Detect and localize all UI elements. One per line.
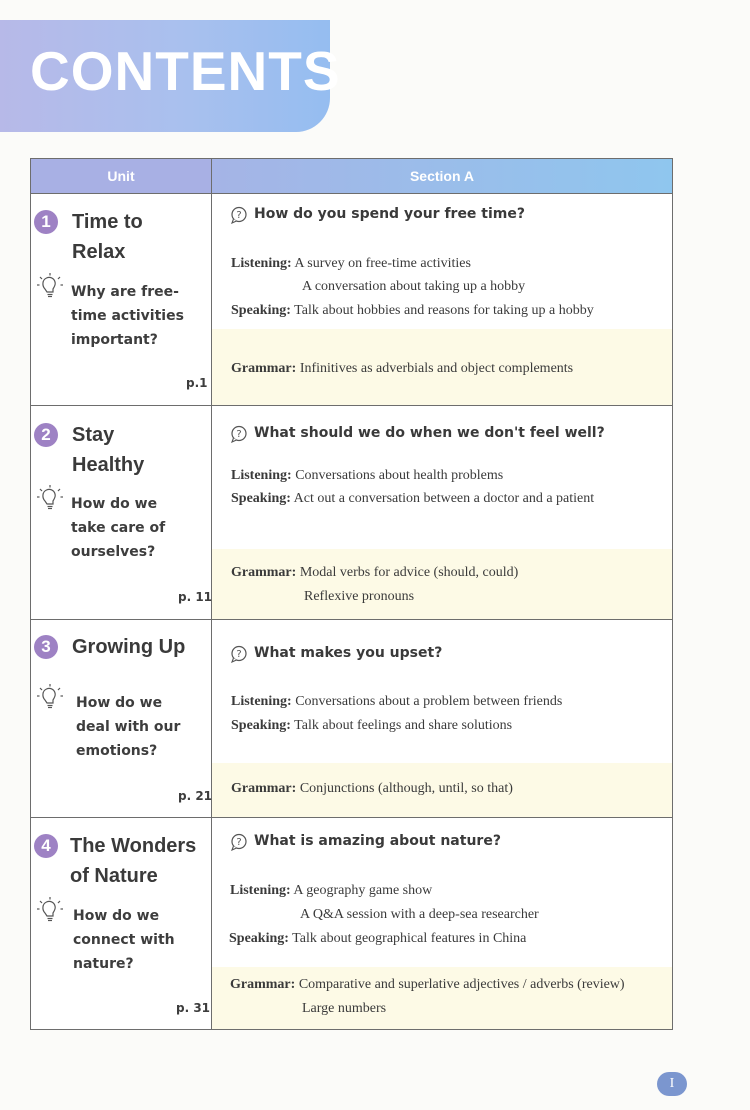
page-title: CONTENTS xyxy=(30,40,341,102)
grammar-item: Comparative and superlative adjectives / adverbs (review) xyxy=(298,977,625,992)
listening-label: Listening: xyxy=(231,468,292,483)
grammar-item: Modal verbs for advice (should, could) xyxy=(299,565,519,580)
speaking-line xyxy=(229,931,526,947)
listening-item: A survey on free-time activities xyxy=(294,256,471,271)
unit-title[interactable] xyxy=(72,207,210,267)
grammar-label: Grammar: xyxy=(231,781,297,796)
unit-title-line: of Nature xyxy=(70,865,158,887)
section-question: What makes you upset? xyxy=(254,645,443,661)
speaking-line xyxy=(231,491,594,507)
page-reference[interactable]: p.1 xyxy=(186,376,208,390)
lightbulb-icon xyxy=(36,484,64,514)
svg-text:?: ? xyxy=(236,210,242,221)
speaking-label: Speaking: xyxy=(229,931,289,946)
grammar-line: Reflexive pronouns xyxy=(304,589,415,604)
svg-text:?: ? xyxy=(236,429,242,440)
grammar-label: Grammar: xyxy=(231,565,297,580)
listening-line xyxy=(231,468,503,484)
speaking-line xyxy=(231,303,594,319)
section-question: What should we do when we don't feel well? xyxy=(254,425,605,441)
listening-item: Conversations about a problem between friends xyxy=(295,694,563,709)
speaking-item: Talk about feelings and share solutions xyxy=(294,718,513,733)
unit-title-line: The Wonders xyxy=(70,835,197,857)
unit-number-badge: 1 xyxy=(34,210,58,234)
listening-label: Listening: xyxy=(231,256,292,271)
listening-line: A conversation about taking up a hobby xyxy=(302,279,526,294)
unit-title[interactable] xyxy=(72,420,210,480)
page-reference[interactable]: p. 11 xyxy=(178,590,213,604)
listening-line: A Q&A session with a deep-sea researcher xyxy=(300,907,539,922)
listening-item: Conversations about health problems xyxy=(295,468,504,483)
svg-text:?: ? xyxy=(236,837,242,848)
listening-line xyxy=(231,256,471,272)
page-number-badge: I xyxy=(657,1072,687,1096)
column-header-section: Section A xyxy=(212,159,672,193)
unit-number-badge: 4 xyxy=(34,834,58,858)
unit-title-line: Time to xyxy=(72,211,143,233)
section-question: How do you spend your free time? xyxy=(254,206,525,222)
big-question: How do we take care of ourselves? xyxy=(71,496,166,560)
grammar-item: Infinitives as adverbials and object complements xyxy=(299,361,574,376)
question-bubble-icon xyxy=(230,645,248,663)
grammar-label: Grammar: xyxy=(230,977,296,992)
speaking-label: Speaking: xyxy=(231,718,291,733)
speaking-label: Speaking: xyxy=(231,303,291,318)
listening-line xyxy=(230,883,432,899)
grammar-line xyxy=(231,361,573,377)
lightbulb-icon xyxy=(36,896,64,926)
grammar-line xyxy=(231,781,513,797)
unit-title-line: Stay xyxy=(72,424,115,446)
unit-number-badge: 3 xyxy=(34,635,58,659)
big-question: How do we connect with nature? xyxy=(73,908,175,972)
big-question: How do we deal with our emotions? xyxy=(76,695,181,759)
question-bubble-icon xyxy=(230,833,248,851)
page-reference[interactable]: p. 31 xyxy=(176,1001,211,1015)
listening-item: A geography game show xyxy=(293,883,433,898)
svg-text:?: ? xyxy=(236,649,242,660)
unit-title-line: Healthy xyxy=(72,454,145,476)
speaking-item: Talk about hobbies and reasons for taking up a hobby xyxy=(294,303,594,318)
grammar-label: Grammar: xyxy=(231,361,297,376)
table-header xyxy=(31,159,672,194)
unit-title[interactable] xyxy=(70,831,210,891)
question-bubble-icon xyxy=(230,425,248,443)
speaking-item: Talk about geographical features in China xyxy=(292,931,527,946)
grammar-line xyxy=(230,977,625,993)
grammar-item: Conjunctions (although, until, so that) xyxy=(299,781,513,796)
column-header-unit: Unit xyxy=(31,159,211,193)
unit-title[interactable] xyxy=(72,632,210,662)
speaking-item: Act out a conversation between a doctor and a patient xyxy=(293,491,595,506)
page-reference[interactable]: p. 21 xyxy=(178,789,213,803)
section-question: What is amazing about nature? xyxy=(254,833,501,849)
speaking-line xyxy=(231,718,512,734)
big-question: Why are free- time activities important? xyxy=(71,284,184,348)
lightbulb-icon xyxy=(36,272,64,302)
speaking-label: Speaking: xyxy=(231,491,291,506)
unit-number-badge: 2 xyxy=(34,423,58,447)
unit-title-line: Relax xyxy=(72,241,126,263)
lightbulb-icon xyxy=(36,683,64,713)
listening-line xyxy=(231,694,562,710)
grammar-line xyxy=(231,565,518,581)
question-bubble-icon xyxy=(230,206,248,224)
unit-title-line: Growing Up xyxy=(72,636,186,658)
listening-label: Listening: xyxy=(230,883,291,898)
grammar-line: Large numbers xyxy=(302,1001,387,1016)
listening-label: Listening: xyxy=(231,694,292,709)
